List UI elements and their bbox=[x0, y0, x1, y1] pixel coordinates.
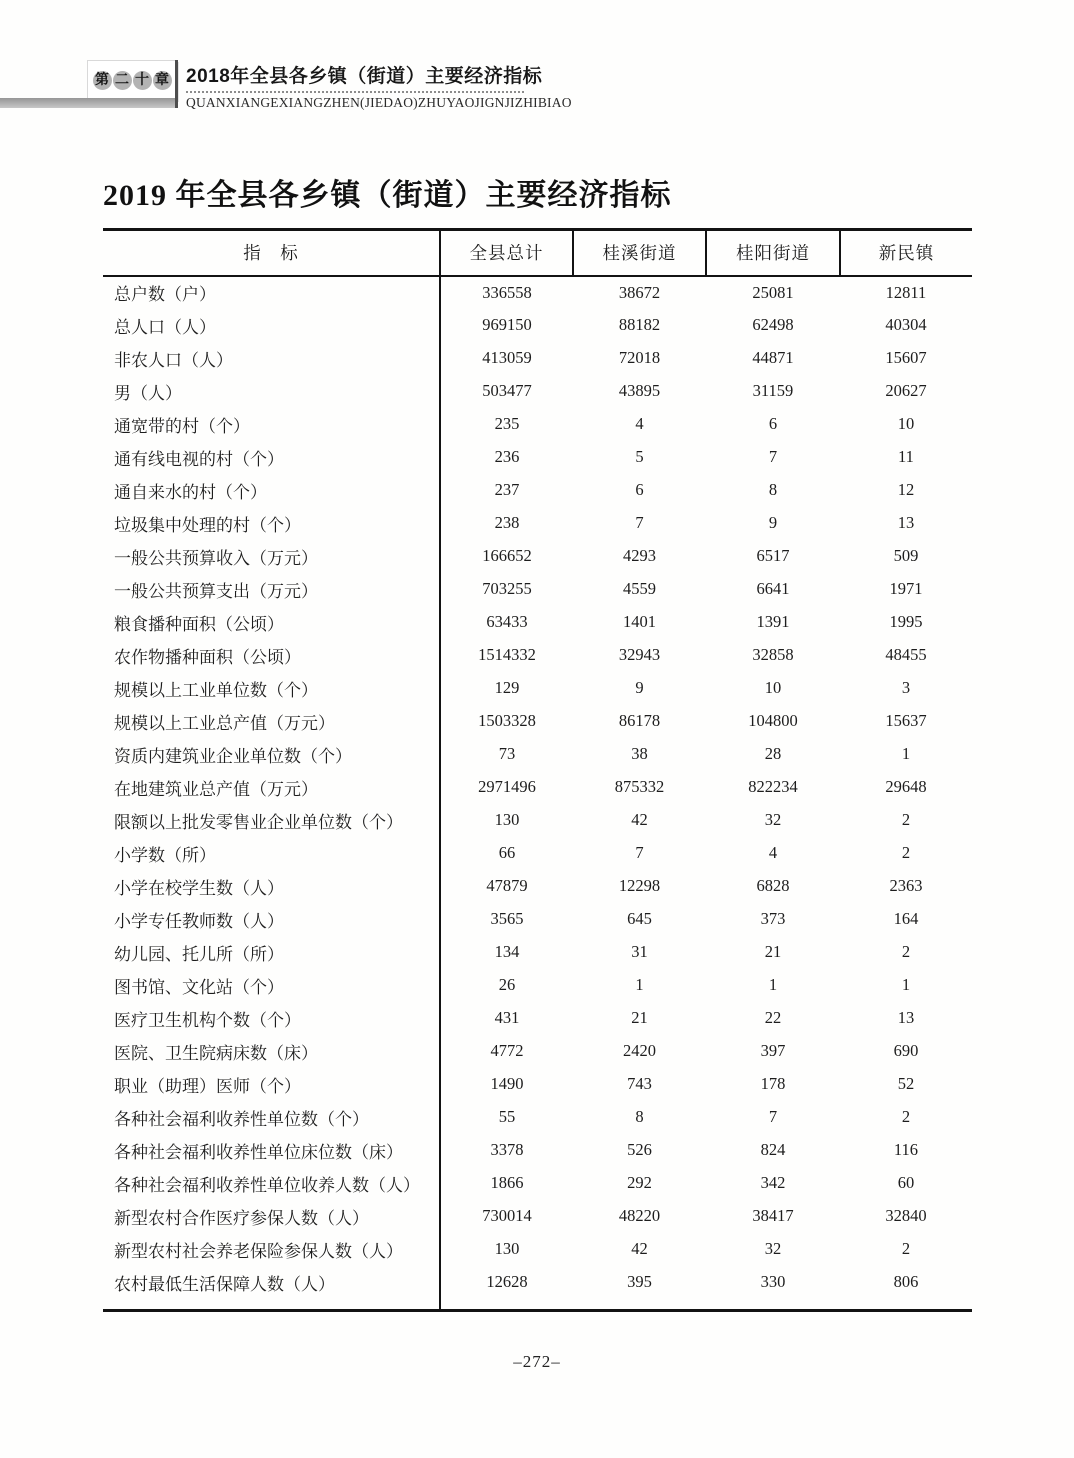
indicator-value: 48455 bbox=[885, 645, 927, 664]
indicator-value: 1503328 bbox=[478, 711, 536, 730]
column-header-region: 新民镇 bbox=[840, 230, 972, 276]
indicator-value: 29648 bbox=[885, 777, 927, 796]
indicator-value: 86178 bbox=[618, 711, 661, 730]
indicator-value: 526 bbox=[627, 1140, 652, 1159]
indicator-value: 164 bbox=[893, 909, 919, 928]
indicator-value: 28 bbox=[764, 744, 782, 763]
indicator-value: 1 bbox=[635, 975, 644, 994]
indicator-value: 32840 bbox=[885, 1206, 927, 1225]
indicator-value: 66 bbox=[498, 843, 516, 862]
indicator-value: 11 bbox=[898, 447, 914, 466]
indicator-label: 通宽带的村（个） bbox=[103, 408, 440, 441]
indicator-value: 48220 bbox=[618, 1206, 661, 1225]
indicator-value: 52 bbox=[897, 1074, 915, 1093]
indicator-value: 44871 bbox=[752, 348, 794, 367]
table-row bbox=[103, 1200, 972, 1233]
indicator-value: 63433 bbox=[486, 612, 528, 631]
indicator-value: 1866 bbox=[490, 1173, 524, 1192]
indicator-value: 3378 bbox=[490, 1140, 524, 1159]
header-divider bbox=[175, 60, 178, 108]
indicator-value: 336558 bbox=[482, 282, 532, 302]
indicator-value: 2971496 bbox=[478, 777, 536, 796]
table-header bbox=[103, 230, 972, 276]
indicator-value: 237 bbox=[494, 480, 520, 499]
indicator-value: 104800 bbox=[748, 711, 798, 730]
indicator-value: 43895 bbox=[618, 381, 661, 400]
indicator-value: 13 bbox=[897, 513, 915, 532]
indicator-value: 7 bbox=[635, 513, 644, 532]
page-footer bbox=[0, 1352, 1074, 1372]
table-row bbox=[103, 969, 972, 1002]
indicator-value: 32943 bbox=[618, 645, 661, 664]
indicator-value: 38417 bbox=[752, 1206, 794, 1225]
indicator-value: 6 bbox=[768, 414, 778, 433]
indicator-value: 806 bbox=[893, 1272, 919, 1291]
indicator-label: 一般公共预算收入（万元） bbox=[103, 540, 440, 573]
indicator-value: 503477 bbox=[482, 381, 532, 400]
indicator-value: 32 bbox=[764, 810, 782, 829]
table-row bbox=[103, 804, 972, 837]
indicator-label: 医疗卫生机构个数（个） bbox=[103, 1002, 440, 1035]
indicator-value: 5 bbox=[635, 447, 644, 466]
indicator-value: 32 bbox=[764, 1239, 782, 1258]
indicator-value: 7 bbox=[635, 843, 644, 862]
table-row bbox=[103, 639, 972, 672]
indicator-label: 新型农村合作医疗参保人数（人） bbox=[103, 1200, 440, 1233]
indicator-value: 15607 bbox=[885, 348, 927, 367]
indicator-value: 21 bbox=[764, 942, 782, 961]
indicator-value: 4772 bbox=[490, 1041, 524, 1060]
chapter-badge-box bbox=[87, 60, 177, 100]
table-row bbox=[103, 837, 972, 870]
table-row bbox=[103, 342, 972, 375]
indicator-value: 743 bbox=[627, 1074, 652, 1093]
indicator-value: 1514332 bbox=[478, 645, 536, 664]
table-row bbox=[103, 1101, 972, 1134]
indicator-value: 10 bbox=[764, 678, 782, 697]
chapter-badge bbox=[0, 58, 175, 110]
indicator-label: 限额以上批发零售业企业单位数（个） bbox=[103, 804, 440, 837]
table-row bbox=[103, 903, 972, 936]
indicator-value: 1 bbox=[901, 975, 911, 994]
table-row bbox=[103, 408, 972, 441]
page-title: 2019 年全县各乡镇（街道）主要经济指标 bbox=[103, 179, 672, 212]
indicator-value: 166652 bbox=[482, 546, 532, 565]
indicator-value: 330 bbox=[760, 1272, 786, 1291]
indicator-value: 235 bbox=[494, 414, 520, 433]
table-row bbox=[103, 309, 972, 342]
spacer-cell bbox=[103, 1299, 440, 1311]
indicator-label: 通自来水的村（个） bbox=[103, 474, 440, 507]
indicator-value: 12628 bbox=[486, 1272, 528, 1291]
indicator-value: 6517 bbox=[756, 546, 790, 565]
indicator-value: 1971 bbox=[889, 579, 923, 598]
indicator-value: 42 bbox=[631, 810, 648, 829]
indicator-label: 非农人口（人） bbox=[103, 342, 440, 375]
table-row bbox=[103, 441, 972, 474]
indicator-value: 373 bbox=[760, 909, 786, 928]
table-row bbox=[103, 1002, 972, 1035]
indicator-label: 医院、卫生院病床数（床） bbox=[103, 1035, 440, 1068]
indicator-label: 小学数（所） bbox=[103, 837, 440, 870]
table-row bbox=[103, 1035, 972, 1068]
indicator-value: 60 bbox=[897, 1173, 915, 1192]
indicator-value: 130 bbox=[494, 1239, 520, 1258]
indicator-value: 32858 bbox=[752, 645, 794, 664]
spacer-cell bbox=[440, 1299, 972, 1311]
indicator-value: 6641 bbox=[756, 579, 790, 598]
indicator-value: 8 bbox=[768, 480, 778, 499]
indicator-value: 2 bbox=[901, 843, 911, 862]
indicator-label: 小学在校学生数（人） bbox=[103, 870, 440, 903]
indicator-value: 969150 bbox=[482, 315, 532, 334]
column-header-region: 桂阳街道 bbox=[706, 230, 840, 276]
indicator-value: 342 bbox=[760, 1173, 786, 1192]
indicator-label: 新型农村社会养老保险参保人数（人） bbox=[103, 1233, 440, 1266]
economic-indicators-table bbox=[103, 228, 972, 1312]
table-row bbox=[103, 771, 972, 804]
indicator-value: 55 bbox=[498, 1107, 516, 1126]
indicator-value: 238 bbox=[494, 513, 520, 532]
indicator-value: 4 bbox=[635, 414, 644, 433]
indicator-label: 职业（助理）医师（个） bbox=[103, 1068, 440, 1101]
table-bottom-spacer bbox=[103, 1299, 972, 1311]
table-row bbox=[103, 540, 972, 573]
indicator-value: 7 bbox=[768, 1107, 778, 1126]
indicator-value: 72018 bbox=[618, 348, 661, 367]
indicator-value: 509 bbox=[893, 546, 919, 565]
indicator-value: 236 bbox=[494, 447, 520, 466]
indicator-value: 2 bbox=[901, 942, 911, 961]
indicator-value: 730014 bbox=[482, 1206, 532, 1225]
indicator-value: 116 bbox=[893, 1140, 919, 1159]
indicator-value: 4 bbox=[768, 843, 778, 862]
table-row bbox=[103, 705, 972, 738]
column-header-indicator: 指 标 bbox=[243, 243, 299, 264]
indicator-value: 3565 bbox=[490, 909, 524, 928]
table-row bbox=[103, 672, 972, 705]
chapter-badge-char-1: 第 bbox=[93, 71, 112, 90]
table-row bbox=[103, 870, 972, 903]
table-row bbox=[103, 606, 972, 639]
indicator-value: 645 bbox=[627, 909, 652, 928]
indicator-label: 小学专任教师数（人） bbox=[103, 903, 440, 936]
indicator-value: 397 bbox=[760, 1041, 786, 1060]
indicator-value: 31159 bbox=[752, 381, 794, 400]
indicator-label: 各种社会福利收养性单位收养人数（人） bbox=[103, 1167, 440, 1200]
indicator-value: 12811 bbox=[885, 282, 927, 302]
indicator-label: 垃圾集中处理的村（个） bbox=[103, 507, 440, 540]
indicator-value: 134 bbox=[494, 942, 520, 961]
table-row bbox=[103, 507, 972, 540]
indicator-value: 1490 bbox=[490, 1074, 524, 1093]
indicator-value: 9 bbox=[768, 513, 778, 532]
indicator-value: 4559 bbox=[623, 579, 656, 598]
indicator-value: 292 bbox=[627, 1173, 652, 1192]
chapter-header bbox=[0, 58, 1074, 122]
indicator-value: 1391 bbox=[756, 612, 790, 631]
indicator-value: 42 bbox=[631, 1239, 648, 1258]
indicator-label: 农村最低生活保障人数（人） bbox=[103, 1266, 440, 1299]
indicator-label: 规模以上工业总产值（万元） bbox=[103, 705, 440, 738]
indicator-label: 通有线电视的村（个） bbox=[103, 441, 440, 474]
table-row bbox=[103, 738, 972, 771]
indicator-value: 178 bbox=[760, 1074, 786, 1093]
chapter-subtitle-pinyin: QUANXIANGEXIANGZHEN(JIEDAO)ZHUYAOJIGNJIZHIBIAO bbox=[186, 95, 572, 110]
table-row bbox=[103, 276, 972, 309]
indicator-value: 47879 bbox=[486, 876, 528, 895]
indicator-label: 男（人） bbox=[103, 375, 440, 408]
indicator-value: 2420 bbox=[623, 1041, 656, 1060]
table-row bbox=[103, 936, 972, 969]
indicator-value: 12298 bbox=[618, 876, 661, 895]
indicator-label: 一般公共预算支出（万元） bbox=[103, 573, 440, 606]
indicator-label: 各种社会福利收养性单位数（个） bbox=[103, 1101, 440, 1134]
indicator-value: 13 bbox=[897, 1008, 915, 1027]
indicator-value: 22 bbox=[764, 1008, 782, 1027]
table-row bbox=[103, 1167, 972, 1200]
indicator-value: 62498 bbox=[752, 315, 794, 334]
indicator-value: 7 bbox=[768, 447, 778, 466]
indicator-label: 规模以上工业单位数（个） bbox=[103, 672, 440, 705]
table-row bbox=[103, 1266, 972, 1299]
indicator-value: 875332 bbox=[614, 777, 665, 796]
indicator-value: 10 bbox=[897, 414, 915, 433]
indicator-label: 总人口（人） bbox=[103, 309, 440, 342]
indicator-value: 9 bbox=[635, 678, 644, 697]
column-header-region: 桂溪街道 bbox=[573, 230, 706, 276]
indicator-value: 31 bbox=[631, 942, 648, 961]
indicator-value: 26 bbox=[498, 975, 516, 994]
indicator-label: 幼儿园、托儿所（所） bbox=[103, 936, 440, 969]
indicator-value: 38 bbox=[631, 744, 648, 763]
indicator-value: 20627 bbox=[885, 381, 927, 400]
column-header-region: 全县总计 bbox=[440, 230, 573, 276]
indicator-value: 413059 bbox=[482, 348, 532, 367]
table-row bbox=[103, 573, 972, 606]
indicator-value: 40304 bbox=[885, 315, 927, 334]
indicator-value: 1401 bbox=[623, 612, 656, 631]
indicator-value: 1 bbox=[901, 744, 911, 763]
indicator-value: 703255 bbox=[482, 579, 532, 598]
indicator-value: 38672 bbox=[618, 282, 661, 302]
indicator-value: 8 bbox=[635, 1107, 644, 1126]
indicator-value: 73 bbox=[498, 744, 516, 763]
page-number: –272– bbox=[513, 1352, 561, 1371]
table-header-row bbox=[103, 230, 972, 276]
indicator-value: 6828 bbox=[756, 876, 790, 895]
indicator-value: 2363 bbox=[889, 876, 923, 895]
indicator-label: 粮食播种面积（公顷） bbox=[103, 606, 440, 639]
indicator-value: 25081 bbox=[752, 282, 794, 302]
chapter-title: 2018年全县各乡镇（街道）主要经济指标 bbox=[186, 66, 543, 87]
indicator-value: 130 bbox=[494, 810, 520, 829]
table-row bbox=[103, 474, 972, 507]
table-row bbox=[103, 1134, 972, 1167]
indicator-label: 在地建筑业总产值（万元） bbox=[103, 771, 440, 804]
indicator-value: 3 bbox=[901, 678, 911, 697]
indicator-value: 1 bbox=[768, 975, 778, 994]
indicator-value: 2 bbox=[901, 1239, 911, 1258]
indicator-value: 395 bbox=[627, 1272, 652, 1291]
indicator-value: 4293 bbox=[623, 546, 656, 565]
indicator-value: 6 bbox=[635, 480, 644, 499]
indicator-value: 690 bbox=[893, 1041, 919, 1060]
indicator-value: 12 bbox=[897, 480, 915, 499]
indicator-value: 129 bbox=[494, 678, 520, 697]
indicator-value: 15637 bbox=[885, 711, 927, 730]
table-row bbox=[103, 1233, 972, 1266]
header-titles bbox=[186, 61, 572, 111]
indicator-value: 88182 bbox=[618, 315, 661, 334]
chapter-badge-char-4: 章 bbox=[153, 71, 172, 90]
indicator-value: 824 bbox=[760, 1140, 786, 1159]
table-row bbox=[103, 375, 972, 408]
indicator-label: 资质内建筑业企业单位数（个） bbox=[103, 738, 440, 771]
table-row bbox=[103, 1068, 972, 1101]
indicator-label: 总户数（户） bbox=[103, 276, 440, 309]
indicator-value: 822234 bbox=[748, 777, 798, 796]
indicator-value: 2 bbox=[901, 810, 911, 829]
indicator-value: 431 bbox=[494, 1008, 520, 1027]
indicator-label: 图书馆、文化站（个） bbox=[103, 969, 440, 1002]
indicator-value: 2 bbox=[901, 1107, 911, 1126]
indicator-label: 各种社会福利收养性单位床位数（床） bbox=[103, 1134, 440, 1167]
dotted-rule bbox=[186, 91, 524, 93]
indicator-value: 21 bbox=[631, 1008, 648, 1027]
chapter-badge-char-2: 二 bbox=[113, 71, 132, 90]
indicator-value: 1995 bbox=[889, 612, 923, 631]
chapter-badge-char-3: 十 bbox=[133, 71, 152, 90]
header-gray-bar bbox=[0, 98, 175, 108]
indicator-label: 农作物播种面积（公顷） bbox=[103, 639, 440, 672]
